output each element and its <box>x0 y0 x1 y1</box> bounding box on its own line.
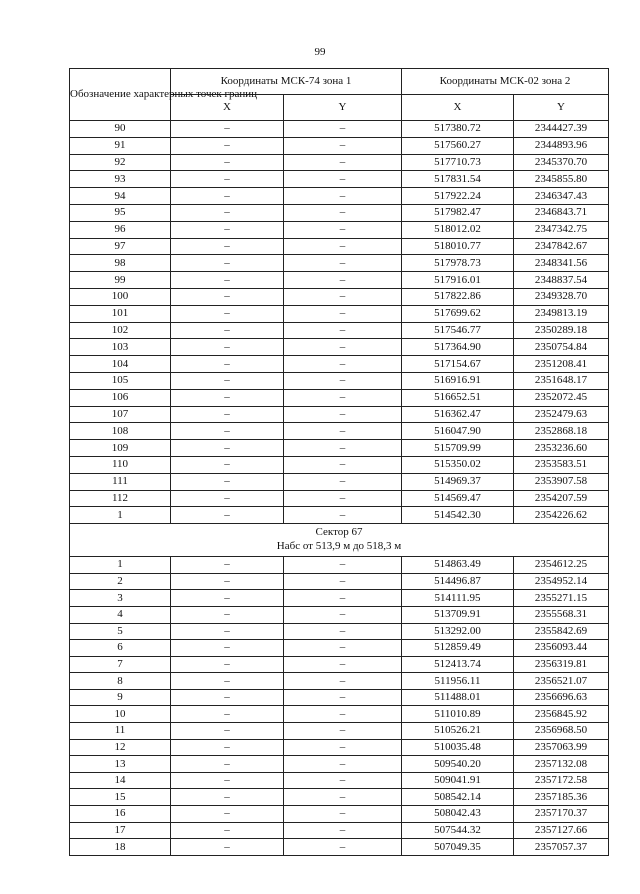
msk02-y-cell: 2344427.39 <box>514 121 609 138</box>
msk74-header: Координаты МСК-74 зона 1 <box>171 69 402 95</box>
msk02-y-cell: 2345370.70 <box>514 154 609 171</box>
table-row <box>70 789 609 806</box>
msk74-y-cell: – <box>284 623 402 640</box>
msk74-y-cell: – <box>284 221 402 238</box>
msk02-y-header: Y <box>514 95 609 121</box>
msk02-y-cell: 2356093.44 <box>514 640 609 657</box>
msk74-x-cell: – <box>171 456 284 473</box>
point-id-cell: 106 <box>70 389 171 406</box>
msk74-y-cell: – <box>284 590 402 607</box>
table-row <box>70 137 609 154</box>
msk74-x-cell: – <box>171 490 284 507</box>
msk02-x-cell: 511488.01 <box>402 689 514 706</box>
msk02-y-cell: 2354952.14 <box>514 573 609 590</box>
msk74-x-cell: – <box>171 423 284 440</box>
msk74-y-cell: – <box>284 440 402 457</box>
msk74-x-cell: – <box>171 272 284 289</box>
msk02-x-cell: 515709.99 <box>402 440 514 457</box>
point-id-cell: 12 <box>70 739 171 756</box>
msk74-x-cell: – <box>171 221 284 238</box>
msk02-x-cell: 518010.77 <box>402 238 514 255</box>
msk74-y-cell: – <box>284 490 402 507</box>
msk74-x-cell: – <box>171 121 284 138</box>
point-id-cell: 9 <box>70 689 171 706</box>
msk74-y-cell: – <box>284 171 402 188</box>
msk02-x-cell: 508542.14 <box>402 789 514 806</box>
point-id-cell: 109 <box>70 440 171 457</box>
msk02-x-cell: 514969.37 <box>402 473 514 490</box>
table-row <box>70 288 609 305</box>
msk02-x-cell: 514542.30 <box>402 507 514 524</box>
msk02-y-cell: 2357132.08 <box>514 756 609 773</box>
msk02-x-cell: 517922.24 <box>402 188 514 205</box>
msk74-y-cell: – <box>284 839 402 856</box>
msk74-x-cell: – <box>171 372 284 389</box>
point-id-cell: 111 <box>70 473 171 490</box>
point-id-cell: 15 <box>70 789 171 806</box>
msk02-x-cell: 512859.49 <box>402 640 514 657</box>
msk74-x-cell: – <box>171 507 284 524</box>
msk02-x-cell: 514863.49 <box>402 557 514 574</box>
msk02-x-cell: 510526.21 <box>402 723 514 740</box>
msk02-x-cell: 509041.91 <box>402 772 514 789</box>
table-row <box>70 339 609 356</box>
msk02-x-header: X <box>402 95 514 121</box>
msk74-y-cell: – <box>284 188 402 205</box>
point-id-cell: 8 <box>70 673 171 690</box>
point-id-cell: 103 <box>70 339 171 356</box>
sector-title: Сектор 67 <box>315 526 363 539</box>
msk74-y-cell: – <box>284 137 402 154</box>
msk74-x-cell: – <box>171 706 284 723</box>
msk74-x-cell: – <box>171 473 284 490</box>
msk74-x-cell: – <box>171 606 284 623</box>
msk74-y-cell: – <box>284 806 402 823</box>
msk74-x-cell: – <box>171 640 284 657</box>
msk74-x-cell: – <box>171 739 284 756</box>
msk74-y-cell: – <box>284 255 402 272</box>
table-row <box>70 839 609 856</box>
point-id-cell: 17 <box>70 822 171 839</box>
table-row <box>70 255 609 272</box>
msk02-y-cell: 2356319.81 <box>514 656 609 673</box>
point-id-cell: 110 <box>70 456 171 473</box>
msk74-y-cell: – <box>284 656 402 673</box>
coordinates-table <box>69 68 609 856</box>
point-id-cell: 5 <box>70 623 171 640</box>
table-row <box>70 221 609 238</box>
msk02-y-cell: 2357063.99 <box>514 739 609 756</box>
table-row <box>70 272 609 289</box>
table-row <box>70 806 609 823</box>
msk02-y-cell: 2346347.43 <box>514 188 609 205</box>
table-row <box>70 372 609 389</box>
msk74-y-cell: – <box>284 204 402 221</box>
msk74-y-cell: – <box>284 288 402 305</box>
msk74-x-cell: – <box>171 806 284 823</box>
table-row <box>70 772 609 789</box>
msk02-y-cell: 2351648.17 <box>514 372 609 389</box>
point-id-cell: 104 <box>70 356 171 373</box>
table-row <box>70 322 609 339</box>
point-id-cell: 16 <box>70 806 171 823</box>
point-id-cell: 4 <box>70 606 171 623</box>
msk74-y-cell: – <box>284 238 402 255</box>
msk74-y-cell: – <box>284 356 402 373</box>
point-id-cell: 112 <box>70 490 171 507</box>
msk74-x-cell: – <box>171 839 284 856</box>
point-id-cell: 95 <box>70 204 171 221</box>
msk74-x-cell: – <box>171 590 284 607</box>
point-id-cell: 91 <box>70 137 171 154</box>
table-row <box>70 154 609 171</box>
msk02-y-cell: 2349813.19 <box>514 305 609 322</box>
table-row <box>70 590 609 607</box>
msk74-x-cell: – <box>171 656 284 673</box>
msk02-x-cell: 512413.74 <box>402 656 514 673</box>
point-id-cell: 11 <box>70 723 171 740</box>
msk74-y-cell: – <box>284 507 402 524</box>
msk74-y-cell: – <box>284 473 402 490</box>
msk74-y-cell: – <box>284 739 402 756</box>
table-row <box>70 706 609 723</box>
point-id-cell: 90 <box>70 121 171 138</box>
msk74-x-cell: – <box>171 673 284 690</box>
table-row <box>70 739 609 756</box>
msk02-x-cell: 516652.51 <box>402 389 514 406</box>
msk02-x-cell: 513292.00 <box>402 623 514 640</box>
msk02-y-cell: 2347342.75 <box>514 221 609 238</box>
table-row <box>70 305 609 322</box>
msk74-x-cell: – <box>171 756 284 773</box>
sector-subtitle: Набс от 513,9 м до 518,3 м <box>276 540 402 553</box>
msk74-y-header: Y <box>284 95 402 121</box>
msk74-x-cell: – <box>171 623 284 640</box>
msk02-y-cell: 2356521.07 <box>514 673 609 690</box>
msk02-y-cell: 2345855.80 <box>514 171 609 188</box>
msk02-x-cell: 511956.11 <box>402 673 514 690</box>
table-row <box>70 440 609 457</box>
msk74-y-cell: – <box>284 322 402 339</box>
table-body-part1 <box>70 121 609 524</box>
msk74-x-cell: – <box>171 238 284 255</box>
msk02-x-cell: 517982.47 <box>402 204 514 221</box>
msk02-x-cell: 517699.62 <box>402 305 514 322</box>
point-id-cell: 3 <box>70 590 171 607</box>
msk74-x-cell: – <box>171 723 284 740</box>
msk74-x-cell: – <box>171 406 284 423</box>
table-row <box>70 756 609 773</box>
table-row <box>70 656 609 673</box>
msk02-y-cell: 2344893.96 <box>514 137 609 154</box>
msk74-y-cell: – <box>284 822 402 839</box>
table-row <box>70 640 609 657</box>
table-row <box>70 606 609 623</box>
table-row <box>70 490 609 507</box>
msk02-x-cell: 516362.47 <box>402 406 514 423</box>
msk02-y-cell: 2356696.63 <box>514 689 609 706</box>
msk02-header: Координаты МСК-02 зона 2 <box>402 69 609 95</box>
msk02-y-cell: 2351208.41 <box>514 356 609 373</box>
msk74-y-cell: – <box>284 121 402 138</box>
point-id-cell: 108 <box>70 423 171 440</box>
msk74-x-cell: – <box>171 339 284 356</box>
point-id-cell: 101 <box>70 305 171 322</box>
table-row <box>70 423 609 440</box>
point-id-cell: 105 <box>70 372 171 389</box>
msk02-y-cell: 2349328.70 <box>514 288 609 305</box>
msk74-y-cell: – <box>284 689 402 706</box>
msk02-x-cell: 509540.20 <box>402 756 514 773</box>
page-number: 99 <box>314 46 326 58</box>
msk02-y-cell: 2357057.37 <box>514 839 609 856</box>
table-row <box>70 406 609 423</box>
table-row <box>70 557 609 574</box>
msk02-x-cell: 517822.86 <box>402 288 514 305</box>
msk74-y-cell: – <box>284 339 402 356</box>
table-row <box>70 171 609 188</box>
msk02-x-cell: 514496.87 <box>402 573 514 590</box>
msk02-y-cell: 2352479.63 <box>514 406 609 423</box>
msk02-x-cell: 516047.90 <box>402 423 514 440</box>
msk74-x-cell: – <box>171 255 284 272</box>
msk02-y-cell: 2353907.58 <box>514 473 609 490</box>
msk02-x-cell: 507049.35 <box>402 839 514 856</box>
msk02-y-cell: 2348341.56 <box>514 255 609 272</box>
msk74-x-cell: – <box>171 573 284 590</box>
table-row <box>70 623 609 640</box>
msk74-y-cell: – <box>284 606 402 623</box>
msk02-y-cell: 2353583.51 <box>514 456 609 473</box>
table-row <box>70 121 609 138</box>
table-row <box>70 188 609 205</box>
msk02-y-cell: 2356968.50 <box>514 723 609 740</box>
msk02-x-cell: 515350.02 <box>402 456 514 473</box>
msk02-x-cell: 517380.72 <box>402 121 514 138</box>
msk02-x-cell: 517364.90 <box>402 339 514 356</box>
msk74-y-cell: – <box>284 305 402 322</box>
table-row <box>70 389 609 406</box>
point-id-cell: 98 <box>70 255 171 272</box>
msk74-x-cell: – <box>171 288 284 305</box>
msk74-y-cell: – <box>284 557 402 574</box>
msk02-y-cell: 2352072.45 <box>514 389 609 406</box>
sector-section <box>70 524 609 557</box>
point-designation-header: Обозначение характерных точек границ <box>70 69 171 121</box>
msk74-y-cell: – <box>284 389 402 406</box>
msk02-x-cell: 514111.95 <box>402 590 514 607</box>
point-id-cell: 7 <box>70 656 171 673</box>
msk74-x-header: X <box>171 95 284 121</box>
point-id-cell: 14 <box>70 772 171 789</box>
msk02-y-cell: 2348837.54 <box>514 272 609 289</box>
msk74-y-cell: – <box>284 272 402 289</box>
msk02-x-cell: 517916.01 <box>402 272 514 289</box>
msk74-y-cell: – <box>284 706 402 723</box>
point-id-cell: 99 <box>70 272 171 289</box>
msk02-y-cell: 2352868.18 <box>514 423 609 440</box>
point-id-cell: 100 <box>70 288 171 305</box>
msk02-y-cell: 2355271.15 <box>514 590 609 607</box>
msk74-x-cell: – <box>171 689 284 706</box>
msk74-x-cell: – <box>171 356 284 373</box>
table-body-part2 <box>70 557 609 856</box>
msk74-x-cell: – <box>171 389 284 406</box>
point-id-cell: 6 <box>70 640 171 657</box>
sector-header <box>70 524 609 557</box>
msk74-x-cell: – <box>171 137 284 154</box>
msk74-x-cell: – <box>171 322 284 339</box>
msk02-y-cell: 2354207.59 <box>514 490 609 507</box>
msk74-y-cell: – <box>284 673 402 690</box>
msk74-y-cell: – <box>284 154 402 171</box>
point-id-cell: 13 <box>70 756 171 773</box>
msk02-y-cell: 2346843.71 <box>514 204 609 221</box>
point-id-cell: 93 <box>70 171 171 188</box>
msk02-x-cell: 517831.54 <box>402 171 514 188</box>
table-row <box>70 673 609 690</box>
msk02-x-cell: 517154.67 <box>402 356 514 373</box>
msk74-x-cell: – <box>171 204 284 221</box>
msk74-x-cell: – <box>171 822 284 839</box>
msk74-x-cell: – <box>171 154 284 171</box>
point-id-cell: 94 <box>70 188 171 205</box>
point-id-cell: 2 <box>70 573 171 590</box>
msk02-x-cell: 510035.48 <box>402 739 514 756</box>
msk74-y-cell: – <box>284 456 402 473</box>
msk74-y-cell: – <box>284 423 402 440</box>
table-row <box>70 473 609 490</box>
msk74-y-cell: – <box>284 772 402 789</box>
msk74-y-cell: – <box>284 372 402 389</box>
msk02-x-cell: 513709.91 <box>402 606 514 623</box>
table-row <box>70 456 609 473</box>
msk74-y-cell: – <box>284 756 402 773</box>
point-id-cell: 1 <box>70 557 171 574</box>
msk74-x-cell: – <box>171 440 284 457</box>
msk74-x-cell: – <box>171 305 284 322</box>
table-row <box>70 204 609 221</box>
point-id-cell: 102 <box>70 322 171 339</box>
table-row <box>70 507 609 524</box>
msk02-x-cell: 508042.43 <box>402 806 514 823</box>
msk74-y-cell: – <box>284 406 402 423</box>
msk02-y-cell: 2354226.62 <box>514 507 609 524</box>
table-row <box>70 822 609 839</box>
point-id-cell: 92 <box>70 154 171 171</box>
msk74-y-cell: – <box>284 723 402 740</box>
msk02-y-cell: 2353236.60 <box>514 440 609 457</box>
msk02-x-cell: 517978.73 <box>402 255 514 272</box>
table-row <box>70 356 609 373</box>
table-row <box>70 238 609 255</box>
msk02-y-cell: 2355568.31 <box>514 606 609 623</box>
point-id-cell: 107 <box>70 406 171 423</box>
table-row <box>70 689 609 706</box>
msk74-y-cell: – <box>284 573 402 590</box>
table-row <box>70 723 609 740</box>
msk02-y-cell: 2357172.58 <box>514 772 609 789</box>
table-row <box>70 573 609 590</box>
point-id-cell: 1 <box>70 507 171 524</box>
msk02-x-cell: 511010.89 <box>402 706 514 723</box>
point-id-cell: 18 <box>70 839 171 856</box>
msk02-x-cell: 507544.32 <box>402 822 514 839</box>
msk74-x-cell: – <box>171 789 284 806</box>
msk74-x-cell: – <box>171 188 284 205</box>
msk02-y-cell: 2356845.92 <box>514 706 609 723</box>
msk02-y-cell: 2357185.36 <box>514 789 609 806</box>
msk02-y-cell: 2354612.25 <box>514 557 609 574</box>
msk02-x-cell: 517546.77 <box>402 322 514 339</box>
msk74-y-cell: – <box>284 789 402 806</box>
msk02-y-cell: 2357170.37 <box>514 806 609 823</box>
msk02-x-cell: 516916.91 <box>402 372 514 389</box>
msk02-x-cell: 518012.02 <box>402 221 514 238</box>
msk74-x-cell: – <box>171 772 284 789</box>
msk02-y-cell: 2347842.67 <box>514 238 609 255</box>
msk02-x-cell: 514569.47 <box>402 490 514 507</box>
msk02-y-cell: 2350289.18 <box>514 322 609 339</box>
msk02-y-cell: 2350754.84 <box>514 339 609 356</box>
point-id-cell: 10 <box>70 706 171 723</box>
msk74-y-cell: – <box>284 640 402 657</box>
msk74-x-cell: – <box>171 557 284 574</box>
point-id-cell: 97 <box>70 238 171 255</box>
msk02-y-cell: 2357127.66 <box>514 822 609 839</box>
msk02-x-cell: 517560.27 <box>402 137 514 154</box>
msk74-x-cell: – <box>171 171 284 188</box>
msk02-y-cell: 2355842.69 <box>514 623 609 640</box>
point-id-cell: 96 <box>70 221 171 238</box>
table-header <box>70 69 609 121</box>
msk02-x-cell: 517710.73 <box>402 154 514 171</box>
